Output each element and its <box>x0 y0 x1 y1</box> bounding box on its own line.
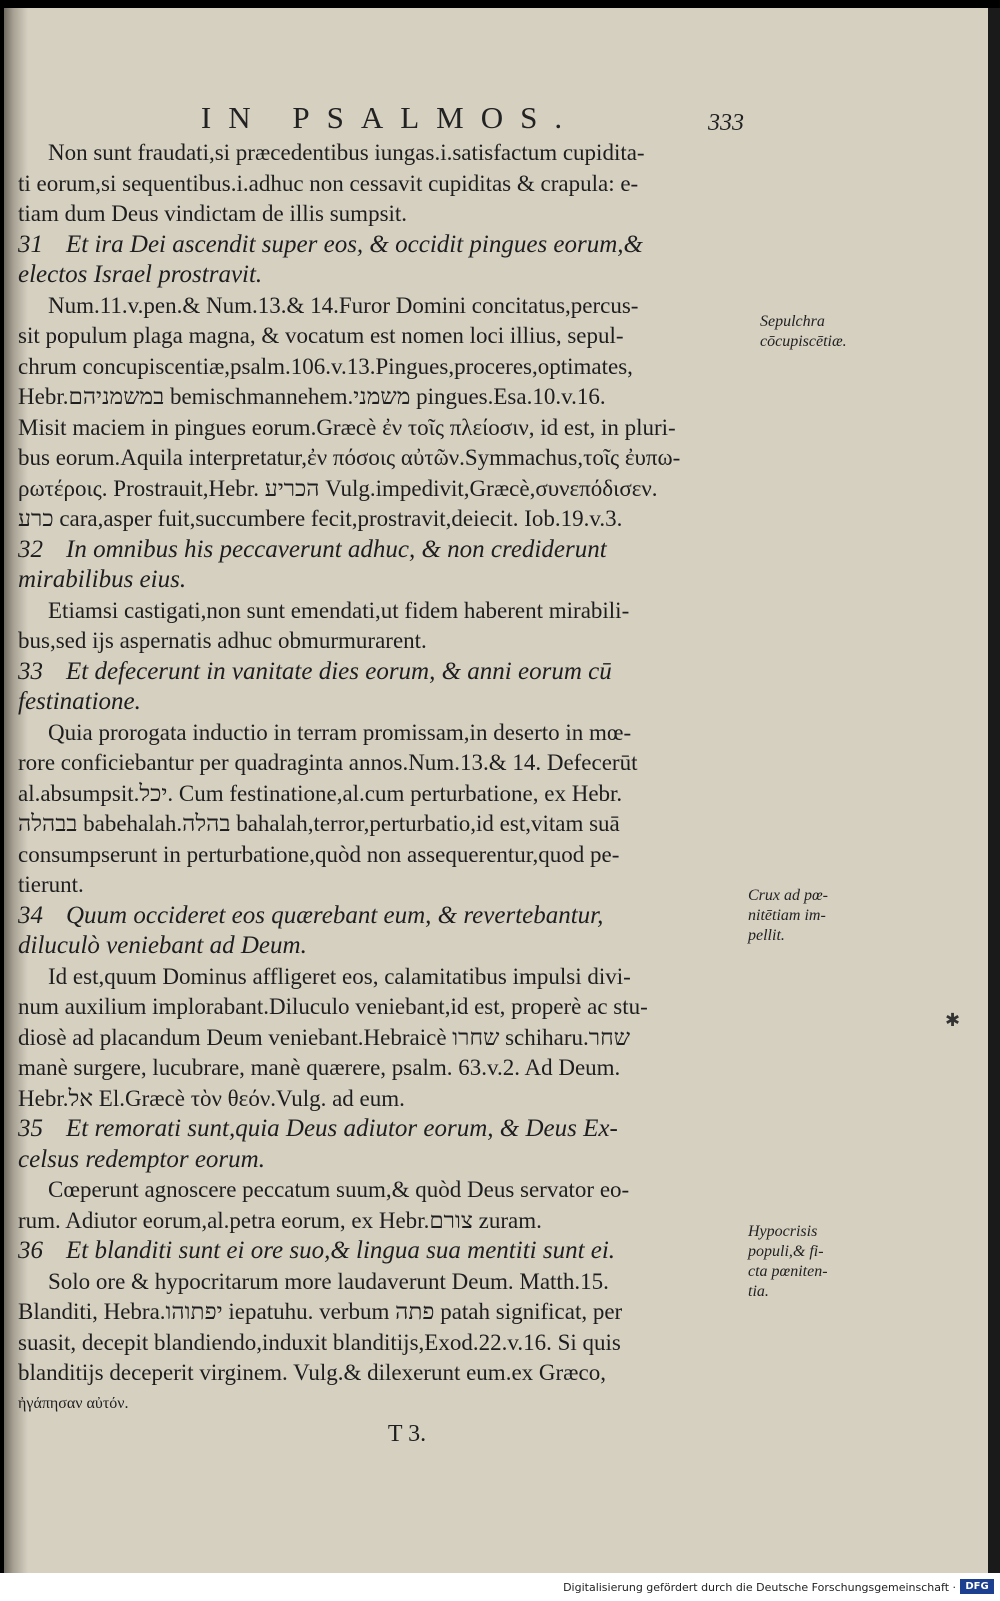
verse-line <box>18 1236 736 1267</box>
verse-text: Et remorati sunt,quia Deus adiutor eorum, & Deus Ex- <box>66 1115 618 1142</box>
text-line: בבהלה babehalah.בהלה bahalah,terror,perturbatio,id est,vitam suā <box>18 811 620 836</box>
verse-number: 31 <box>18 230 43 258</box>
text-line: Non sunt fraudati,si præcedentibus iungas.i.satisfactum cupidita- <box>48 140 645 165</box>
text-line: num auxilium implorabant.Diluculo veniebant,id est, properè ac stu- <box>18 994 648 1019</box>
text-line: blanditijs deceperit virginem. Vulg.& dilexerunt eum.ex Græco, <box>18 1360 606 1385</box>
verse-line: diluculò veniebant ad Deum. <box>18 932 307 959</box>
verse-text: Et ira Dei ascendit super eos, & occidit pingues eorum,& <box>66 230 644 258</box>
text-line: rum. Adiutor eorum,al.petra eorum, ex Hebr.צורם zuram. <box>18 1207 542 1233</box>
verse-line: festinatione. <box>18 688 141 715</box>
text-line: al.absumpsit.יכל. Cum festinatione,al.cum perturbatione, ex Hebr. <box>18 780 623 806</box>
verse-line <box>18 901 736 932</box>
verse-line <box>18 535 736 566</box>
footer-bar <box>0 1573 1000 1601</box>
text-line: Solo ore & hypocritarum more laudaverunt Deum. Matth.15. <box>48 1268 609 1294</box>
margin-note-line: Hypocrisis <box>748 1223 818 1240</box>
verse-text: Quum occideret eos quærebant eum, & revertebantur, <box>66 901 604 929</box>
verse-number: 32 <box>18 535 43 563</box>
text-line: rore conficiebantur per quadraginta annos.Num.13.& 14. Defecerūt <box>18 750 638 775</box>
verse-line: mirabilibus eius. <box>18 566 187 593</box>
margin-note-sepulchra <box>760 312 847 352</box>
margin-note-line: Sepulchra <box>760 313 825 330</box>
text-line: ρωτέροις. Prostrauit,Hebr. הכריע Vulg.impedivit,Græcè,συνεπόδισεν. <box>18 475 658 501</box>
margin-note-line: cōcupiscētiæ. <box>760 333 847 350</box>
verse-number: 33 <box>18 657 43 685</box>
verse-text: Et blanditi sunt ei ore suo,& lingua sua mentiti sunt ei. <box>66 1237 616 1264</box>
verse-line <box>18 230 736 261</box>
margin-note-line: Crux ad pœ- <box>748 887 828 904</box>
text-line: Hebr.אל El.Græcè τὸν θεόν.Vulg. ad eum. <box>18 1085 405 1111</box>
text-line: ἠγάπησαν αὐτόν. <box>18 1394 129 1412</box>
text-line: suasit, decepit blandiendo,induxit blanditijs,Exod.22.v.16. Si quis <box>18 1329 621 1355</box>
body-text <box>18 138 736 1450</box>
text-line: Misit maciem in pingues eorum.Græcè ἐν τοῖς πλείοσιν, id est, in pluri- <box>18 414 676 440</box>
verse-line <box>18 657 736 688</box>
margin-note-line: nitētiam im- <box>748 907 826 924</box>
margin-note-line: pellit. <box>748 927 785 944</box>
text-line: Num.11.v.pen.& Num.13.& 14.Furor Domini concitatus,percus- <box>48 292 639 318</box>
dfg-logo: DFG <box>960 1579 994 1594</box>
signature-mark: T 3. <box>387 1421 427 1447</box>
text-line: consumpserunt in perturbatione,quòd non assequerentur,quod pe- <box>18 841 620 867</box>
margin-note-hypocrisis <box>748 1222 828 1302</box>
text-line: Cœperunt agnoscere peccatum suum,& quòd Deus servator eo- <box>48 1177 630 1202</box>
text-line: tiam dum Deus vindictam de illis sumpsit. <box>18 201 408 226</box>
verse-line: celsus redemptor eorum. <box>18 1145 265 1173</box>
text-line: Quia prorogata inductio in terram promissam,in deserto in mœ- <box>48 719 632 745</box>
text-line: diosè ad placandum Deum veniebant.Hebraicè שחרו schiharu.שחר <box>18 1024 630 1050</box>
scan-frame-edge <box>988 8 1000 1573</box>
text-line: sit populum plaga magna, & vocatum est nomen loci illius, sepul- <box>18 323 624 348</box>
text-line: Blanditi, Hebra.יפתוהו iepatuhu. verbum פתה patah significat, per <box>18 1299 623 1324</box>
text-line: tierunt. <box>18 872 84 897</box>
text-line: chrum concupiscentiæ,psalm.106.v.13.Pingues,proceres,optimates, <box>18 353 633 379</box>
text-line: bus,sed ijs aspernatis adhuc obmurmurarent. <box>18 628 427 653</box>
text-line: manè surgere, lucubrare, manè quærere, psalm. 63.v.2. Ad Deum. <box>18 1055 621 1080</box>
verse-number: 35 <box>18 1115 43 1142</box>
funding-credit: Digitalisierung gefördert durch die Deutsche Forschungsgemeinschaft · <box>563 1581 956 1594</box>
running-head: IN PSALMOS. <box>200 100 580 135</box>
verse-line: electos Israel prostravit. <box>18 261 263 288</box>
text-line: Etiamsi castigati,non sunt emendati,ut fidem haberent mirabili- <box>48 597 630 623</box>
text-line: bus eorum.Aquila interpretatur,ἐν πόσοις αὐτῶν.Symmachus,τοῖς ἐυπω- <box>18 445 681 470</box>
text-line: Hebr.במשמניהם bemischmannehem.משמני pingues.Esa.10.v.16. <box>18 384 606 409</box>
text-line: ti eorum,si sequentibus.i.adhuc non cessavit cupiditas & crapula: e- <box>18 170 639 196</box>
text-line: כרע cara,asper fuit,succumbere fecit,prostravit,deiecit. Iob.19.v.3. <box>18 506 623 531</box>
verse-text: In omnibus his peccaverunt adhuc, & non crediderunt <box>66 535 607 563</box>
margin-note-line: cta pœniten- <box>748 1263 828 1280</box>
margin-note-line: populi,& fi- <box>748 1243 824 1260</box>
verse-number: 34 <box>18 901 43 929</box>
text-line: Id est,quum Dominus affligeret eos, calamitatibus impulsi divi- <box>48 963 631 989</box>
margin-note-line: tia. <box>748 1283 769 1300</box>
page-number: 333 <box>708 110 744 136</box>
margin-note-crux <box>748 886 828 946</box>
verse-number: 36 <box>18 1237 43 1264</box>
printers-ornament-icon: ✱ <box>945 1010 961 1031</box>
verse-text: Et defecerunt in vanitate dies eorum, & anni eorum cū <box>66 657 612 685</box>
verse-line <box>18 1114 736 1145</box>
